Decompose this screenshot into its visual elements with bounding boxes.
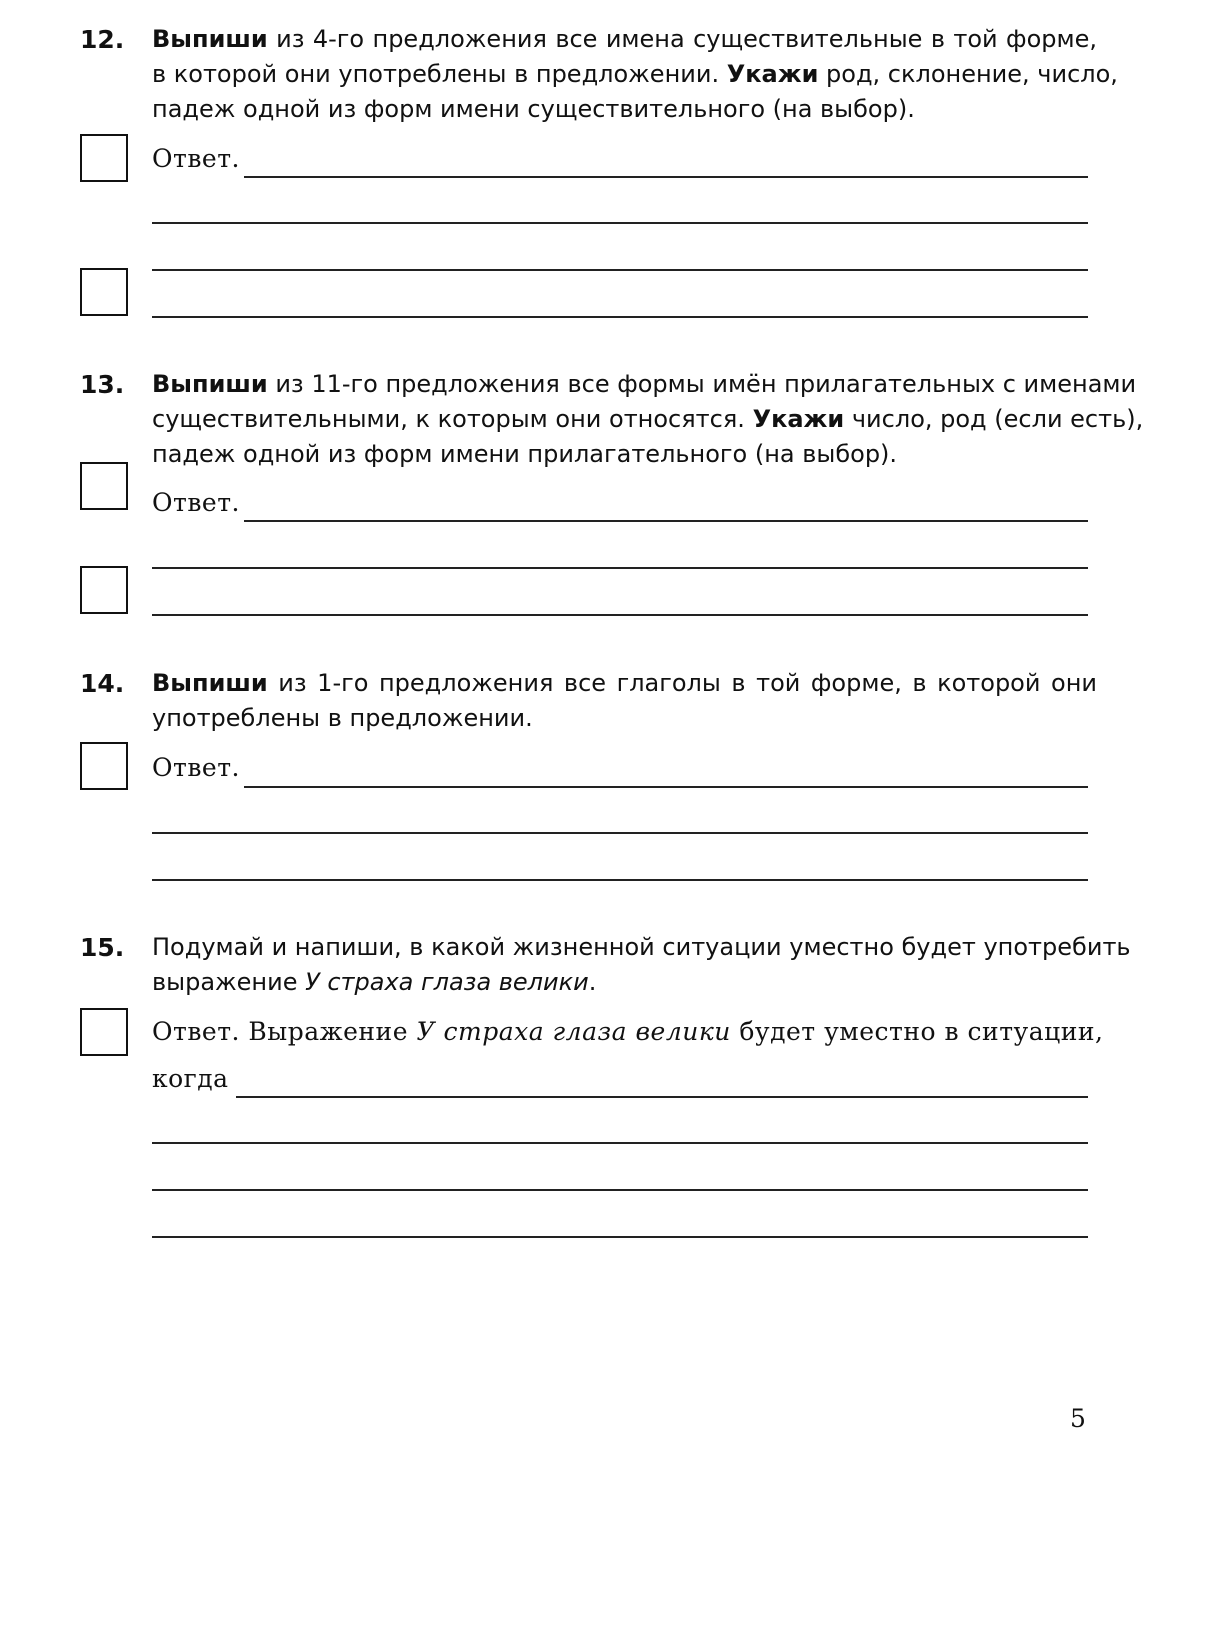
task-13-score-box-1[interactable] bbox=[80, 462, 128, 510]
task-14-answer-line[interactable] bbox=[244, 786, 1088, 788]
task-12-line-1: Выпиши из 4-го предложения все имена существительные в той форме, bbox=[152, 25, 1097, 53]
task-12-answer-line[interactable] bbox=[152, 222, 1088, 224]
task-12-text bbox=[152, 22, 1118, 127]
task-15-answer-label: Ответ. Выражение У страха глаза велики будет уместно в ситуации, bbox=[152, 1017, 1104, 1046]
task-13-answer-line[interactable] bbox=[152, 567, 1088, 569]
task-14-text bbox=[152, 666, 1097, 736]
task-14-answer-label: Ответ. bbox=[152, 753, 240, 782]
task-14-line-2: употреблены в предложении. bbox=[152, 704, 533, 732]
task-15-line-1: Подумай и напиши, в какой жизненной ситуации уместно будет употребить bbox=[152, 933, 1131, 961]
task-13-answer-line[interactable] bbox=[244, 520, 1088, 522]
task-15-answer-line[interactable] bbox=[152, 1142, 1088, 1144]
task-14-answer-line[interactable] bbox=[152, 879, 1088, 881]
task-13-answer-label: Ответ. bbox=[152, 488, 240, 517]
task-13-text bbox=[152, 367, 1144, 472]
task-12-line-2: в которой они употреблены в предложении. Укажи род, склонение, число, bbox=[152, 60, 1118, 88]
task-12-answer-line[interactable] bbox=[244, 176, 1088, 178]
task-13-line-1: Выпиши из 11-го предложения все формы имён прилагательных с именами bbox=[152, 370, 1137, 398]
page-number: 5 bbox=[1070, 1404, 1086, 1433]
task-15-number: 15. bbox=[80, 933, 125, 962]
task-14-score-box[interactable] bbox=[80, 742, 128, 790]
task-14-answer-line[interactable] bbox=[152, 832, 1088, 834]
task-12-answer-line[interactable] bbox=[152, 316, 1088, 318]
task-15-answer-line[interactable] bbox=[152, 1189, 1088, 1191]
task-12-answer-line[interactable] bbox=[152, 269, 1088, 271]
task-15-line-2: выражение У страха глаза велики. bbox=[152, 968, 597, 996]
task-12-line-3: падеж одной из форм имени существительного (на выбор). bbox=[152, 95, 915, 123]
task-13-line-2: существительными, к которым они относятся. Укажи число, род (если есть), bbox=[152, 405, 1144, 433]
task-13-line-3: падеж одной из форм имени прилагательного (на выбор). bbox=[152, 440, 898, 468]
task-15-answer-continuation: когда bbox=[152, 1064, 229, 1093]
task-15-answer-line[interactable] bbox=[152, 1236, 1088, 1238]
task-12-score-box-2[interactable] bbox=[80, 268, 128, 316]
task-13-answer-line[interactable] bbox=[152, 614, 1088, 616]
task-13-number: 13. bbox=[80, 370, 125, 399]
task-12-score-box-1[interactable] bbox=[80, 134, 128, 182]
task-12-number: 12. bbox=[80, 25, 125, 54]
task-12-answer-label: Ответ. bbox=[152, 144, 240, 173]
task-15-text bbox=[152, 930, 1131, 1000]
task-13-score-box-2[interactable] bbox=[80, 566, 128, 614]
task-14-number: 14. bbox=[80, 669, 125, 698]
task-15-score-box[interactable] bbox=[80, 1008, 128, 1056]
task-14-line-1: Выпиши из 1-го предложения все глаголы в той форме, в которой они bbox=[152, 669, 1097, 697]
task-15-answer-line[interactable] bbox=[236, 1096, 1088, 1098]
